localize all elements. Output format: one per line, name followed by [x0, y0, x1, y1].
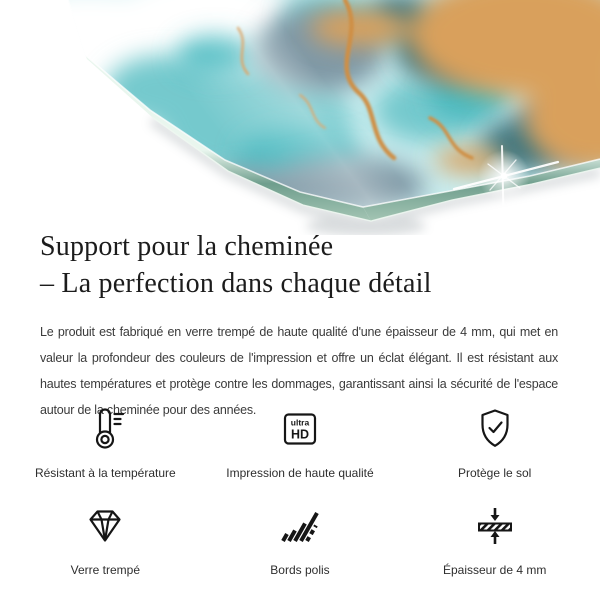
feature-label: Impression de haute qualité: [226, 466, 374, 480]
feature-label: Protège le sol: [457, 466, 532, 480]
feature-label: Résistant à la température: [34, 466, 176, 480]
thermometer-icon: [85, 405, 125, 453]
hero-product-image: [0, 0, 600, 235]
feature-label: Verre trempé: [70, 563, 141, 577]
diamond-icon: [85, 502, 125, 550]
feature-grid: [8, 405, 592, 577]
feature-temperature: [8, 405, 203, 480]
feature-print-quality: [203, 405, 398, 480]
thickness-icon: [475, 502, 515, 550]
page-title-line1: Support pour la cheminée: [40, 231, 334, 262]
ultra-hd-icon-text-big: HD: [290, 427, 310, 442]
ultra-hd-icon-text-small: ultra: [290, 417, 310, 428]
ultra-hd-icon: [279, 405, 321, 453]
feature-polished-edges: [203, 502, 398, 577]
feature-thickness: [397, 502, 592, 577]
feature-label: Épaisseur de 4 mm: [442, 563, 547, 577]
page-title-line2: – La perfection dans chaque détail: [40, 268, 432, 299]
page-title: [40, 228, 570, 302]
feature-floor-protection: [397, 405, 592, 480]
glass-panel-illustration: [0, 0, 600, 235]
feature-label: Bords polis: [270, 563, 330, 577]
shield-check-icon: [475, 405, 515, 453]
product-description: Le produit est fabriqué en verre trempé de haute qualité d'une épaisseur de 4 mm, qui met en valeur la profondeur des couleurs de l'impression et offre un éclat élégant. Il est résistant aux hautes températures et protège contre les dommages, garantissant ainsi la sécurité de l'espace autour de la cheminée pour des années.: [40, 324, 558, 417]
polished-edges-icon: [278, 502, 322, 550]
feature-tempered-glass: [8, 502, 203, 577]
